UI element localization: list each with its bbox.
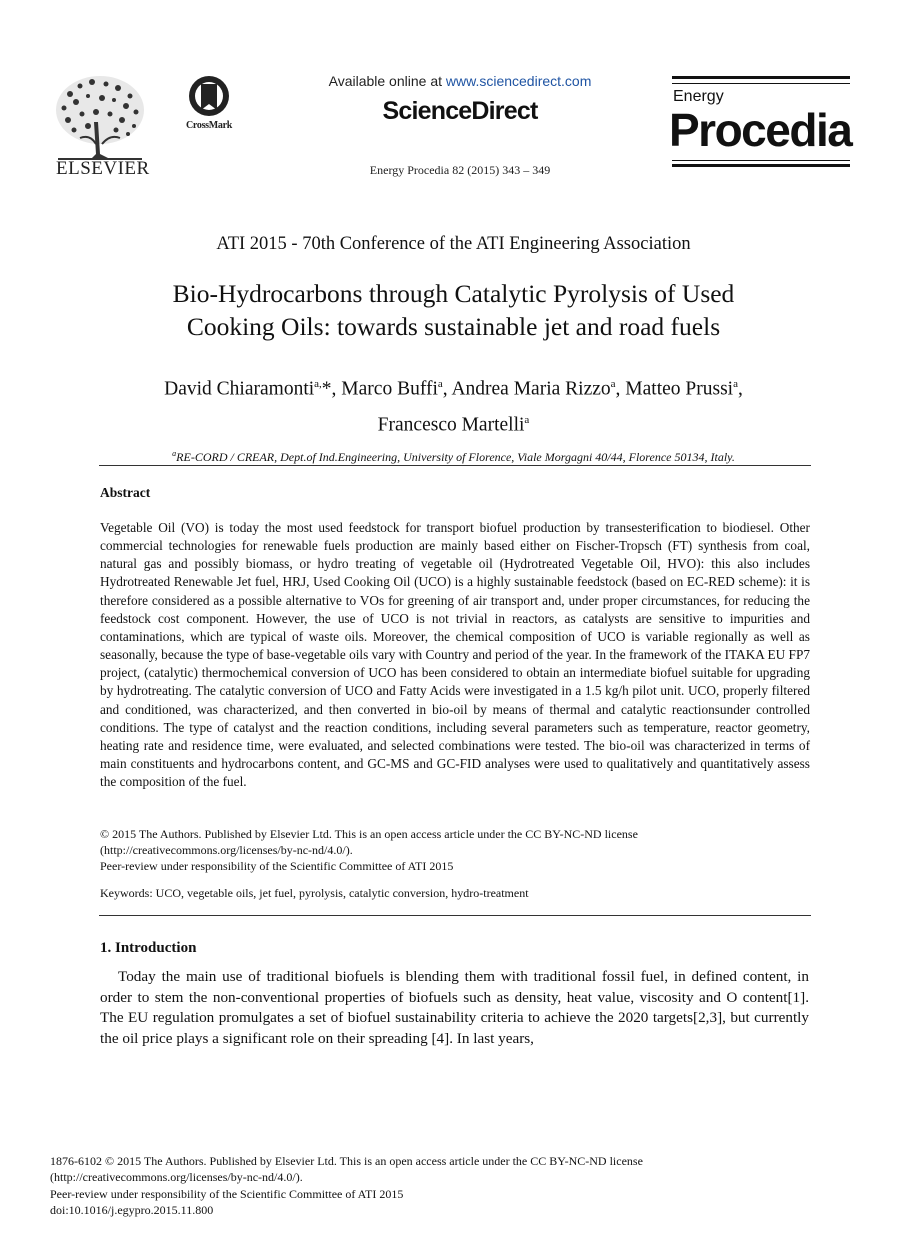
footer-issn-license: 1876-6102 © 2015 The Authors. Published by Elsevier Ltd. This is an open access article under the CC BY-NC-ND license — [50, 1154, 643, 1168]
abstract-body: Vegetable Oil (VO) is today the most used feedstock for transport biofuel production by transesterification to biodiesel. Other commercial technologies for renewable fuels production are mainly based either on Fischer-Tropsch (FT) synthesis from coal, natural gas and possibly biomass, or hydro treating of vegetable oil (Hydrotreated Vegetable Oil, HVO): this also includes Hydrotreated Renewable Jet fuel, HRJ, Used Cooking Oil (UCO) is a highly sustainable feedstock (based on EC-RED scheme): it is therefore considered as a possible alternative to VOs for greening of air transport and, under proper circumstances, for reducing the feedstock cost component. However, the use of UCO is not trivial in reactors, as catalysts are sensitive to impurities and contaminations, which are typical of waste oils. Moreover, the chemical composition of UCO is variable regionally as well as seasonally, because the type of base-vegetable oils vary with Country and period of the year. In the framework of the ITAKA EU FP7 project, (catalytic) thermochemical conversion of UCO has been considered to obtain an intermediate biofuel suitable for upgrading by hydrotreating. The catalytic conversion of UCO and Fatty Acids were investigated in a 1.5 kg/h pilot unit. UCO, properly filtered and conditioned, was characterized, and then converted in bio-oil by means of thermal and catalytic reactionsunder controlled conditions. The type of catalyst and the reaction conditions, including several parameters such as temperature, reactor geometry, heating rate and residence time, were evaluated, and selected combinations were tested. The bio-oil was characterized in terms of main constituents and hydrocarbons content, and GC-MS and GC-FID analyses were used to qualitatively and quantitatively assess the composition of the fuel. — [100, 520, 810, 790]
copyright-notice: © 2015 The Authors. Published by Elsevier Ltd. This is an open access article under the CC BY-NC-ND license — [100, 827, 638, 841]
footer-doi[interactable]: doi:10.1016/j.egypro.2015.11.800 — [50, 1203, 214, 1217]
journal-rule — [672, 164, 850, 167]
affiliation-mark: a — [172, 449, 177, 458]
journal-word-procedia: Procedia — [669, 104, 852, 156]
divider — [99, 915, 811, 916]
author-separator: , — [442, 378, 452, 400]
available-online — [250, 73, 670, 89]
author-line — [60, 369, 847, 405]
publisher-name: ELSEVIER — [56, 158, 150, 179]
author-separator: , — [737, 378, 743, 400]
footer-peer-review: Peer-review under responsibility of the Scientific Committee of ATI 2015 — [50, 1187, 404, 1201]
keywords: Keywords: UCO, vegetable oils, jet fuel, pyrolysis, catalytic conversion, hydro-treatment — [100, 886, 529, 900]
author-line — [60, 405, 847, 441]
author-separator: , — [615, 378, 626, 400]
corresponding-author-mark: * — [321, 378, 332, 400]
affiliation — [60, 449, 847, 465]
author-affiliation-mark: a, — [314, 378, 322, 390]
paper-title-line: Cooking Oils: towards sustainable jet and road fuels — [186, 312, 721, 341]
affiliation-text: RE-CORD / CREAR, Dept.of Ind.Engineering, University of Florence, Viale Morgagni 40/44, Florence 50134, Italy. — [176, 450, 735, 464]
author-name: Francesco Martelli — [377, 414, 525, 435]
sciencedirect-title: ScienceDirect — [382, 97, 538, 125]
sciencedirect-link[interactable]: www.sciencedirect.com — [445, 73, 592, 89]
author-name: Matteo Prussi — [625, 378, 734, 400]
author-affiliation-mark: a — [437, 378, 443, 390]
author-name: Andrea Maria Rizzo — [451, 378, 611, 400]
crossmark-label: CrossMark — [185, 120, 232, 131]
journal-word-energy: Energy — [673, 88, 724, 105]
section-heading-introduction: 1. Introduction — [100, 940, 197, 956]
journal-rule — [672, 83, 850, 84]
introduction-body: Today the main use of traditional biofuels is blending them with traditional fossil fuel, in defined content, in order to stem the non-conventional properties of biofuels such as density, heat value, viscosity and O content[1]. The EU regulation promulgates a set of biofuel sustainability criteria to achieve the 2020 targets[2,3], but currently the oil price plays a significant role on their spreading [4]. In last years, — [100, 968, 809, 1047]
license-link[interactable]: (http://creativecommons.org/licenses/by-nc-nd/4.0/). — [100, 843, 353, 857]
author-affiliation-mark: a — [524, 413, 530, 426]
author-name: Marco Buffi — [341, 378, 438, 400]
author-affiliation-mark: a — [733, 378, 738, 390]
author-name: David Chiaramonti — [164, 378, 315, 400]
journal-citation: Energy Procedia 82 (2015) 343 – 349 — [369, 163, 551, 177]
peer-review-note: Peer-review under responsibility of the Scientific Committee of ATI 2015 — [100, 859, 454, 873]
author-list — [60, 369, 847, 440]
available-prefix: Available online at — [328, 73, 446, 89]
author-affiliation-mark: a — [610, 378, 616, 390]
journal-rule — [672, 160, 850, 161]
divider — [99, 465, 811, 466]
author-separator: , — [331, 378, 342, 400]
paper-title — [60, 277, 847, 343]
paper-title-line: Bio-Hydrocarbons through Catalytic Pyrolysis of Used — [172, 279, 735, 308]
conference-name: ATI 2015 - 70th Conference of the ATI Engineering Association — [216, 234, 691, 254]
footer-license-link[interactable]: (http://creativecommons.org/licenses/by-nc-nd/4.0/). — [50, 1170, 303, 1184]
abstract-heading: Abstract — [100, 485, 151, 500]
journal-rule — [672, 76, 850, 79]
